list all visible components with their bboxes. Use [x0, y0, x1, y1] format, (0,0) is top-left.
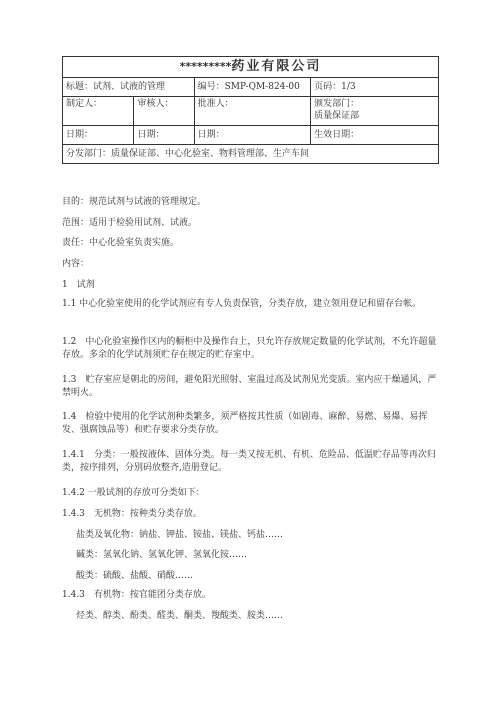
approver-cell: 批准人： — [194, 97, 311, 126]
company-name — [63, 57, 439, 78]
content-label: 内容： — [62, 259, 90, 269]
reviewer-cell: 审核人： — [134, 97, 194, 126]
clause-1-4-1: 1.4.1 分类：一般按液体、固体分类。每一类又按无机、有机、危险品、低温贮存品等再次归类，按序排列，分别码放整齐,造册登记。 — [62, 450, 436, 473]
date-cell-3: 日期： — [194, 126, 311, 145]
purpose-line: 目的：规范试剂与试液的管理规定。 — [62, 197, 207, 207]
issuing-dept-cell — [311, 97, 439, 126]
issuing-dept-label: 颁发部门： — [314, 99, 360, 109]
doc-title: 标题：试剂、试液的管理 — [63, 78, 195, 97]
doc-code: 编号：SMP-QM-824-00 — [194, 78, 311, 97]
salts-line: 盐类及氧化物：钠盐、钾盐、铵盐、镁盐、钙盐…… — [76, 530, 284, 540]
doc-page: 页码：1/3 — [311, 78, 439, 97]
date-cell-2: 日期： — [134, 126, 194, 145]
organics-line: 烃类、醇类、酚类、醛类、酮类、羧酸类、胺类…… — [76, 611, 284, 621]
clause-1-4-3: 1.4.3 无机物：按种类分类存放。 — [62, 509, 202, 519]
responsibility-line: 责任：中心化验室负责实施。 — [62, 238, 180, 248]
effective-date-cell: 生效日期： — [311, 126, 439, 145]
maker-cell: 制定人： — [63, 97, 134, 126]
section-1-heading: 1 试剂 — [62, 280, 95, 290]
scope-line: 范围：适用于检验用试剂、试液。 — [62, 218, 198, 228]
clause-1-4-2: 1.4.2 一般试剂的存放可分类如下： — [62, 488, 205, 498]
clause-1-4: 1.4 检验中使用的化学试剂种类繁多，须严格按其性质（如剧毒、麻醉、易燃、易爆、易挥发、强腐蚀品等）和贮存要求分类存放。 — [62, 412, 428, 435]
clause-1-1: 1.1 中心化验室使用的化学试剂应有专人负责保管，分类存放，建立领用登记和留存台帐。 — [62, 299, 422, 309]
company-title: 药业有限公司 — [231, 59, 322, 74]
clause-1-2: 1.2 中心化验室操作区内的橱柜中及操作台上，只允许存放规定数量的化学试剂，不允许超量存放。多余的化学试剂须贮存在规定的贮存室中。 — [62, 337, 437, 360]
issuing-dept-value: 质量保证部 — [314, 111, 360, 121]
company-stars: ********* — [179, 60, 232, 73]
clause-1-4-3-organic: 1.4.3 有机物：按官能团分类存放。 — [62, 590, 211, 600]
bases-line: 碱类：氢氧化钠、氢氧化钾、氢氧化铵…… — [76, 550, 248, 560]
distribution-cell: 分发部门：质量保证部、中心化验室、物料管理部、生产车间 — [63, 145, 439, 164]
document-header-table — [62, 56, 439, 164]
acids-line: 酸类：硫酸、盐酸、硝酸…… — [76, 571, 194, 581]
date-cell-1: 日期： — [63, 126, 134, 145]
clause-1-3: 1.3 贮存室应是朝北的房间，避免阳光照射、室温过高及试剂见光变质。室内应干燥通风，严禁明火。 — [62, 375, 437, 398]
